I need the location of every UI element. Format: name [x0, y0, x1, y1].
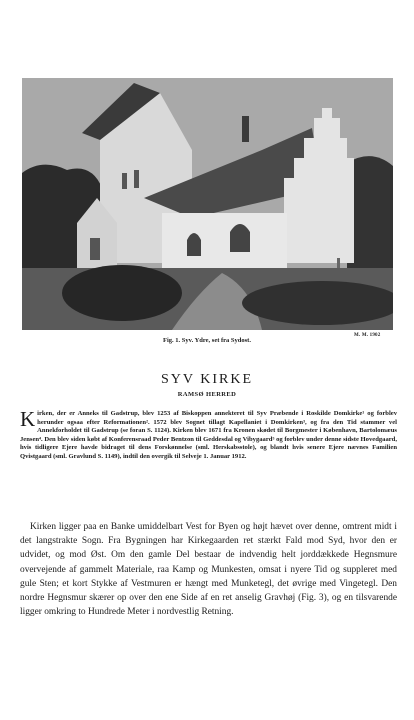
- intro-text: irken, der er Anneks til Gadstrup, blev 1253 af Biskoppen annekteret til Syv Præbende i Roskilde Domkirke¹ og forblev herunder ogsaa efter Reformationen². 1572 blev Sognet tillagt Kapellaniet i Domkirken³, og fra den Tid stammer vel Annekforholdet til Gadstrup (se foran S. 1124). Kirken blev 1671 fra Kronen skødet til Borgmester i København, Bartolomæus Jensen⁴. Den blev siden købt af Konferensraad Peder Bentzon til Geddesdal og Vibygaard⁵ og forblev under denne sidste Hovedgaard, hvis tidligere Ejere havde bidraget til dens Forskønnelse (sml. Herskabsstole), og blandt hvis senere Ejere nævnes Familien Qvistgaard (sml. Gravlund S. 1149), indtil den overgik til Selveje 1. Januar 1912.: [20, 410, 397, 460]
- drop-cap: K: [20, 407, 36, 431]
- intro-paragraph: [20, 407, 397, 462]
- article-subtitle: RAMSØ HERRED: [177, 391, 237, 398]
- body-paragraph: Kirken ligger paa en Banke umiddelbart Vest for Byen og højt hævet over denne, omtrent midt i det langstrakte Sogn. Fra Bygningen har Kirkegaarden ret stærkt Fald mod Syd, hvor den er udvidet, og mod Øst. Om den gamle Del bestaar de indvendig helt jorddækkede Hegnsmure overvejende af gammelt Materiale, raa Kamp og Munkesten, omsat i nyere Tid og suppleret med gule Sten; et kort Stykke af Vestmuren er hængt med Munketegl, det øvrige med Vingetegl. Den nordre Hegnsmur skærer op over den ene Side af en ret anselig Gravhøj (Fig. 3), og en tilsvarende ligger omkring to Hundrede Meter i nordvestlig Retning.: [20, 522, 397, 618]
- church-illustration: [22, 78, 393, 330]
- church-photograph: [22, 78, 393, 330]
- photo-credit: M. M. 1902: [354, 333, 381, 338]
- figure-caption: Fig. 1. Syv. Ydre, set fra Sydost.: [163, 337, 251, 344]
- article-title: SYV KIRKE: [160, 372, 254, 387]
